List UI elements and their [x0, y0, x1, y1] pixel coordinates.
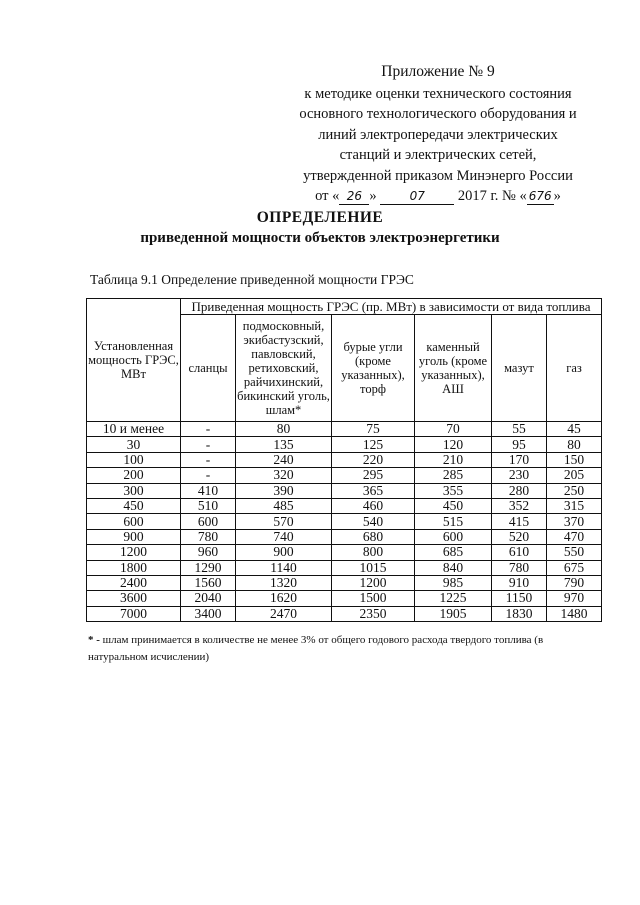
- installed-capacity-cell: 3600: [87, 591, 181, 606]
- value-cell: 515: [415, 514, 492, 529]
- value-cell: 315: [547, 498, 602, 513]
- value-cell: 510: [181, 498, 236, 513]
- appendix-number: Приложение № 9: [381, 63, 495, 80]
- value-cell: 680: [332, 529, 415, 544]
- date-year: 2017 г. № «: [457, 188, 527, 204]
- value-cell: 390: [236, 483, 332, 498]
- value-cell: -: [181, 452, 236, 467]
- value-cell: 320: [236, 468, 332, 483]
- footnote-text: шлам принимается в количестве не менее 3% от общего годового расхода твердого топлива (в натуральном исчислении): [88, 634, 544, 663]
- value-cell: 570: [236, 514, 332, 529]
- value-cell: 540: [332, 514, 415, 529]
- value-cell: 910: [492, 575, 547, 590]
- value-cell: 1480: [547, 606, 602, 621]
- table-row: [87, 560, 602, 575]
- value-cell: 800: [332, 545, 415, 560]
- installed-capacity-cell: 30: [87, 437, 181, 452]
- value-cell: 80: [236, 422, 332, 437]
- value-cell: 355: [415, 483, 492, 498]
- installed-capacity-cell: 300: [87, 483, 181, 498]
- installed-capacity-cell: 2400: [87, 575, 181, 590]
- value-cell: 2040: [181, 591, 236, 606]
- value-cell: 740: [236, 529, 332, 544]
- value-cell: -: [181, 437, 236, 452]
- value-cell: 1225: [415, 591, 492, 606]
- table-row: [87, 483, 602, 498]
- table-row: [87, 575, 602, 590]
- value-cell: 135: [236, 437, 332, 452]
- value-cell: 415: [492, 514, 547, 529]
- value-cell: 410: [181, 483, 236, 498]
- value-cell: 780: [492, 560, 547, 575]
- appendix-line: основного технологического оборудования и: [299, 106, 577, 122]
- value-cell: 1830: [492, 606, 547, 621]
- installed-capacity-cell: 600: [87, 514, 181, 529]
- value-cell: 95: [492, 437, 547, 452]
- installed-capacity-cell: 450: [87, 498, 181, 513]
- value-cell: 1150: [492, 591, 547, 606]
- value-cell: 960: [181, 545, 236, 560]
- value-cell: 1200: [332, 575, 415, 590]
- value-cell: 790: [547, 575, 602, 590]
- handwritten-order-number: 676: [528, 189, 552, 203]
- appendix-block: [268, 62, 608, 207]
- document-title: [0, 208, 640, 248]
- table-caption: Таблица 9.1 Определение приведенной мощности ГРЭС: [90, 272, 414, 287]
- appendix-line: к методике оценки технического состояния: [304, 85, 572, 102]
- value-cell: 780: [181, 529, 236, 544]
- value-cell: 1320: [236, 575, 332, 590]
- value-cell: 365: [332, 483, 415, 498]
- date-prefix: от «: [315, 188, 340, 204]
- table-row: [87, 422, 602, 437]
- value-cell: 230: [492, 468, 547, 483]
- value-cell: 485: [236, 498, 332, 513]
- value-cell: 285: [415, 468, 492, 483]
- value-cell: -: [181, 468, 236, 483]
- table-body: [87, 422, 602, 622]
- value-cell: 1140: [236, 560, 332, 575]
- table-row: [87, 529, 602, 544]
- installed-capacity-cell: 1200: [87, 545, 181, 560]
- value-cell: 1560: [181, 575, 236, 590]
- date-suffix: »: [553, 188, 561, 204]
- value-cell: 470: [547, 529, 602, 544]
- value-cell: 2470: [236, 606, 332, 621]
- value-cell: 685: [415, 545, 492, 560]
- value-cell: 610: [492, 545, 547, 560]
- value-cell: 460: [332, 498, 415, 513]
- value-cell: 600: [181, 514, 236, 529]
- value-cell: 550: [547, 545, 602, 560]
- order-date-line: [268, 186, 608, 207]
- power-table: [86, 298, 602, 622]
- value-cell: 1290: [181, 560, 236, 575]
- value-cell: 985: [415, 575, 492, 590]
- value-cell: 220: [332, 452, 415, 467]
- value-cell: 295: [332, 468, 415, 483]
- value-cell: 370: [547, 514, 602, 529]
- value-cell: 250: [547, 483, 602, 498]
- value-cell: 520: [492, 529, 547, 544]
- column-header: каменный уголь (кроме указанных), АШ: [415, 315, 492, 422]
- value-cell: 675: [547, 560, 602, 575]
- title-main: ОПРЕДЕЛЕНИЕ: [256, 209, 384, 226]
- value-cell: 170: [492, 452, 547, 467]
- installed-capacity-cell: 900: [87, 529, 181, 544]
- value-cell: 55: [492, 422, 547, 437]
- value-cell: 1015: [332, 560, 415, 575]
- value-cell: 205: [547, 468, 602, 483]
- table-row: [87, 514, 602, 529]
- column-header: газ: [547, 315, 602, 422]
- installed-capacity-cell: 7000: [87, 606, 181, 621]
- table-row: [87, 437, 602, 452]
- handwritten-day: 26: [339, 189, 369, 205]
- appendix-line: утвержденной приказом Минэнерго России: [303, 167, 573, 184]
- value-cell: 70: [415, 422, 492, 437]
- value-cell: 150: [547, 452, 602, 467]
- column-header: мазут: [492, 315, 547, 422]
- value-cell: 2350: [332, 606, 415, 621]
- value-cell: 352: [492, 498, 547, 513]
- value-cell: 3400: [181, 606, 236, 621]
- value-cell: 80: [547, 437, 602, 452]
- table-row: [87, 606, 602, 621]
- appendix-line: станций и электрических сетей,: [339, 147, 537, 163]
- table-row: [87, 468, 602, 483]
- installed-capacity-cell: 1800: [87, 560, 181, 575]
- group-header-cell: Приведенная мощность ГРЭС (пр. МВт) в зависимости от вида топлива: [181, 299, 602, 315]
- table-row: [87, 452, 602, 467]
- footnote: [88, 632, 558, 666]
- table-row: [87, 591, 602, 606]
- value-cell: 970: [547, 591, 602, 606]
- row-header-cell: Установленная мощность ГРЭС, МВт: [87, 299, 181, 422]
- value-cell: 125: [332, 437, 415, 452]
- title-sub: приведенной мощности объектов электроэнергетики: [140, 230, 500, 246]
- value-cell: 1620: [236, 591, 332, 606]
- value-cell: 840: [415, 560, 492, 575]
- installed-capacity-cell: 200: [87, 468, 181, 483]
- value-cell: 450: [415, 498, 492, 513]
- value-cell: 75: [332, 422, 415, 437]
- handwritten-month: 07: [380, 189, 454, 205]
- value-cell: -: [181, 422, 236, 437]
- value-cell: 45: [547, 422, 602, 437]
- footnote-mark: * -: [88, 634, 100, 646]
- column-header: подмосковный, экибастузский, павловский, ретиховский, райчихинский, бикинский уголь, шлам*: [236, 315, 332, 422]
- appendix-line: линий электропередачи электрических: [318, 126, 558, 143]
- value-cell: 900: [236, 545, 332, 560]
- table-row: [87, 498, 602, 513]
- installed-capacity-cell: 100: [87, 452, 181, 467]
- value-cell: 120: [415, 437, 492, 452]
- value-cell: 210: [415, 452, 492, 467]
- column-header: бурые угли (кроме указанных), торф: [332, 315, 415, 422]
- installed-capacity-cell: 10 и менее: [87, 422, 181, 437]
- value-cell: 600: [415, 529, 492, 544]
- value-cell: 280: [492, 483, 547, 498]
- table-row: [87, 545, 602, 560]
- value-cell: 1905: [415, 606, 492, 621]
- value-cell: 240: [236, 452, 332, 467]
- column-header: сланцы: [181, 315, 236, 422]
- date-sep: »: [369, 188, 377, 204]
- value-cell: 1500: [332, 591, 415, 606]
